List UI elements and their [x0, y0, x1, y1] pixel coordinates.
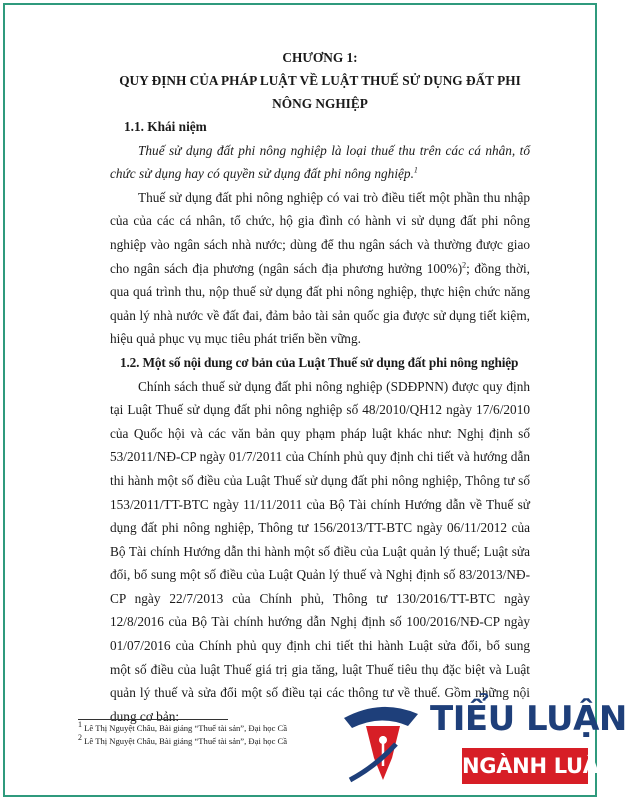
chapter-title-line1: QUY ĐỊNH CỦA PHÁP LUẬT VỀ LUẬT THUẾ SỬ DỤNG ĐẤT PHI — [119, 73, 521, 88]
section-1-1-heading: 1.1. Khái niệm — [124, 119, 207, 134]
footnotes — [78, 722, 338, 748]
definition-text: Thuế sử dụng đất phi nông nghiệp là loại thuế thu trên các cá nhân, tổ chức sử dụng hay có quyền sử dụng đất phi nông nghiệp. — [110, 142, 530, 182]
role-text-b: ; đồng thời, qua quá trình thu, nộp thuế sử dụng đất phi nông nghiệp, thực hiện chức năng quản lý nhà nước về đất đai, đảm bảo tài sản quốc gia được sử dụng tiết kiệm, hiệu quả phục vụ mục tiêu phát triển bền vững. — [110, 260, 530, 347]
footnote-ref-1: 1 — [413, 165, 418, 175]
footnote-mark: 1 — [78, 720, 82, 730]
role-text-a: Thuế sử dụng đất phi nông nghiệp có vai trò điều tiết một phần thu nhập của của các cá nhân, tổ chức, hộ gia đình có hành vi sử dụng đất phi nông nghiệp vào ngân sách nhà nước; dùng để thu ngân sách và thường được giao cho ngân sách địa phương (ngân sách địa phương hưởng 100%) — [110, 189, 530, 276]
footnote-ref-2: 2 — [462, 260, 467, 270]
logo-bottom-text: NGÀNH LUẬT — [462, 748, 588, 784]
chapter-number: CHƯƠNG 1: — [282, 50, 358, 65]
document-page — [110, 46, 530, 728]
footnote-mark: 2 — [78, 733, 82, 743]
logo-top-text: TIỂU LUẬN — [430, 699, 627, 739]
role-paragraph — [110, 186, 530, 351]
footnote-text: Lê Thị Nguyệt Châu, Bài giảng “Thuế tài sản”, Đại học Cầ — [82, 736, 288, 746]
footnote-2 — [78, 735, 338, 748]
section-1-2-heading: 1.2. Một số nội dung cơ bản của Luật Thuế sử dụng đất phi nông nghiệp — [120, 354, 519, 370]
chapter-title-line2: NÔNG NGHIỆP — [272, 96, 368, 111]
footnote-1 — [78, 722, 338, 735]
policy-paragraph: Chính sách thuế sử dụng đất phi nông nghiệp (SDĐPNN) được quy định tại Luật Thuế sử dụng đất phi nông nghiệp số 48/2010/QH12 ngày 17/6/2010 của Quốc hội và các văn bản quy phạm pháp luật khác như: Nghị định số 53/2011/NĐ-CP ngày 01/7/2011 của Chính phủ quy định chi tiết và hướng dẫn thi hành một số điều của Luật Thuế sử dụng đất phi nông nghiệp, Thông tư số 153/2011/TT-BTC ngày 11/11/2011 của Bộ Tài chính Hướng dẫn về Thuế sử dụng đất phi nông nghiệp, Thông tư 156/2013/TT-BTC ngày 06/11/2012 của Bộ Tài chính Hướng dẫn thi hành một số điều của Luật quản lý thuế; Luật sửa đổi, bổ sung một số điều của Luật Quản lý thuế và Nghị định số 83/2013/NĐ-CP ngày 22/7/2013 của Chính phủ, Thông tư 130/2016/TT-BTC ngày 12/8/2016 của Bộ Tài chính hướng dẫn Nghị định số 100/2016/NĐ-CP ngày 01/07/2016 của Chính phủ quy định chi tiết thi hành Luật sửa đổi, bổ sung một số điều của luật Thuế giá trị gia tăng, luật Thuế tiêu thụ đặc biệt và Luật quản lý thuế và sửa đổi một số điều tại các thông tư về thuế. Gồm những nội dung cơ bản: — [110, 378, 530, 724]
footnote-divider — [78, 719, 228, 720]
footnote-text: Lê Thị Nguyệt Châu, Bài giảng “Thuế tài sản”, Đại học Cầ — [82, 723, 288, 733]
site-logo — [336, 690, 627, 794]
pen-nib-icon — [336, 696, 426, 786]
definition-paragraph — [110, 139, 530, 186]
